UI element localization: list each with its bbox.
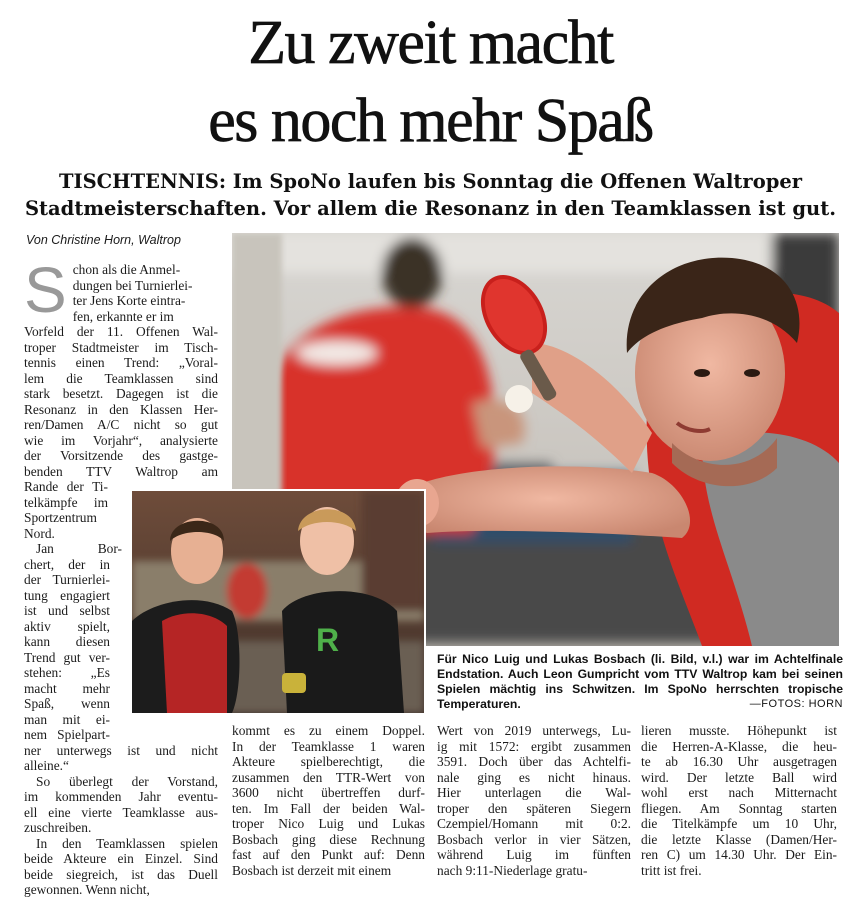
article-line: ten. Im Fall der beiden Wal- [232,800,425,816]
article-line: fliegen. Am Sonntag starten [641,800,837,816]
article-line: nach 9:11-Niederlage gratu- [437,862,588,878]
photo-credit: —FOTOS: HORN [749,698,843,710]
shirt-logo-letter: R [316,622,340,658]
article-line: wohl erst nach Mitternacht [641,785,837,800]
article-line: wird. Der letzte Ball wird [641,769,837,785]
article-line: 3600 nicht übertreffen durf- [232,785,425,800]
article-line: tennis einen Trend: „Voral- [24,355,218,370]
article-line: Rande der Ti- [24,479,108,494]
article-line: Vorfeld der 11. Offenen Wal- [24,324,218,339]
article-line: stark besetzt. Dagegen ist die [24,386,218,401]
article-line: fen, erkannte er im [72,308,174,324]
article-line: telkämpfe im [24,494,108,510]
article-line: während Luig im fünften [437,847,631,862]
article-line: Czempiel/Homann mit 0:2. [437,816,631,831]
article-line: man mit ei- [24,711,110,727]
article-line: Trend gut ver- [24,649,110,665]
dropcap: S [24,254,67,326]
article-line: Akteure spielberechtigt, die [232,754,425,769]
article-line: ig mit 1572: ergibt zusammen [437,738,631,754]
article-line: lem die Teamklassen sind [24,370,218,386]
article-line: Resonanz in den Klassen Her- [24,401,218,417]
article-line: ner unterwegs ist und nicht [24,742,218,758]
article-line: te ab 16.30 Uhr ausgetragen [641,754,837,769]
article-line: In den Teamklassen spielen [36,835,218,851]
subheadline-line-2: Stadtmeisterschaften. Vor allem die Resonanz in den Teamklassen ist gut. [24,197,837,220]
article-line: troper den späteren Siegern [437,800,631,816]
article-line: lieren musste. Höhepunkt ist [641,723,837,738]
article-line: kann diesen [24,634,110,649]
headline-line-1: Zu zweit macht [248,9,613,77]
article-line: ren C) um 14.30 Uhr. Der Ein- [641,847,837,862]
article-line: tung engagiert [24,587,110,603]
article-line: chon als die Anmel- [72,262,181,277]
article-column-1 [24,254,218,898]
article-column-2 [232,723,425,878]
article-column-3 [437,723,631,878]
byline: Von Christine Horn, Waltrop [26,233,181,247]
article-line: macht mehr [24,680,110,696]
article-line: tritt ist frei. [641,862,702,878]
article-line: gewonnen. Wenn nicht, [24,882,150,897]
article-line: kommt es zu einem Doppel. [232,723,425,738]
article-line: chert, der in [24,556,110,572]
article-line: troper Stadtmeister im Tisch- [24,339,218,355]
article-line: ter Jens Korte eintra- [72,293,186,308]
article-line: dungen bei Turnierlei- [72,277,193,293]
article-line: nale ging es nicht hinaus. [437,769,631,785]
article-line: Sportzentrum [24,510,97,525]
article-line: ren/Damen A/C nicht so gut [24,417,218,432]
article-line: die Titelkämpfe um 10 Uhr, [641,816,837,831]
article-line: Bosbach ging diese Rechnung [232,831,425,847]
article-line: im kommenden Jahr eventu- [24,789,218,804]
article-line: So überlegt der Vorstand, [36,773,218,789]
article-line: Nord. [24,525,55,541]
article-line: In der Teamklasse 1 waren [232,738,425,754]
article-line: Spaß, wenn [24,696,110,711]
article-line: ell eine vierte Teamklasse aus- [24,804,218,820]
article-line: stehen: „Es [24,665,110,680]
article-line: benden TTV Waltrop am [24,463,218,479]
article-line: alleine.“ [24,758,69,773]
photo-caption-text: Für Nico Luig und Lukas Bosbach (li. Bild, v.l.) war im Achtelfinale Endstation. Auch Leon Gumpricht vom TTV Waltrop kam bei seinen Spielen mächtig ins Schwitzen. Im SpoNo herrschten tropische Temperaturen. [437,652,843,711]
article-line: der Turnierlei- [24,572,110,587]
article-line: aktiv spielt, [24,618,110,634]
article-line: troper Nico Luig und Lukas [232,816,425,831]
article-line: 3591. Doch über das Achtelfi- [437,754,631,769]
article-line: zusammen den TTR-Wert von [232,769,425,785]
article-line: ist und selbst [24,603,110,618]
article-line: nem Spielpart- [24,727,110,742]
article-line: die letzte Klasse (Damen/Her- [641,831,837,847]
article-column-4 [641,723,837,878]
photo-caption [437,652,843,712]
article-line: fast auf den Punkt auf: Denn [232,847,425,862]
article-line: Bosbach ist derzeit mit einem [232,862,392,878]
article-line: beide Akteure ein Einzel. Sind [24,851,218,866]
subheadline [10,168,851,222]
article-line: beide siegreich, ist das Duell [24,866,218,882]
article-line: Wert von 2019 unterwegs, Lu- [437,723,631,738]
article-line: die Herren-A-Klasse, die heu- [641,738,837,754]
article-line: Hier unterlagen die Wal- [437,785,631,800]
subheadline-line-1: TISCHTENNIS: Im SpoNo laufen bis Sonntag die Offenen Waltroper [58,170,803,193]
article-line: Jan Bor- [36,541,122,556]
headline-line-2: es noch mehr Spaß [208,87,653,155]
article-line: wie im Vorjahr“, analysierte [24,432,218,448]
article-line: zuschreiben. [24,820,92,835]
article-line: Bosbach verlor in vier Sätzen, [437,831,631,847]
article-line: der Vorsitzende des gastge- [24,448,218,463]
